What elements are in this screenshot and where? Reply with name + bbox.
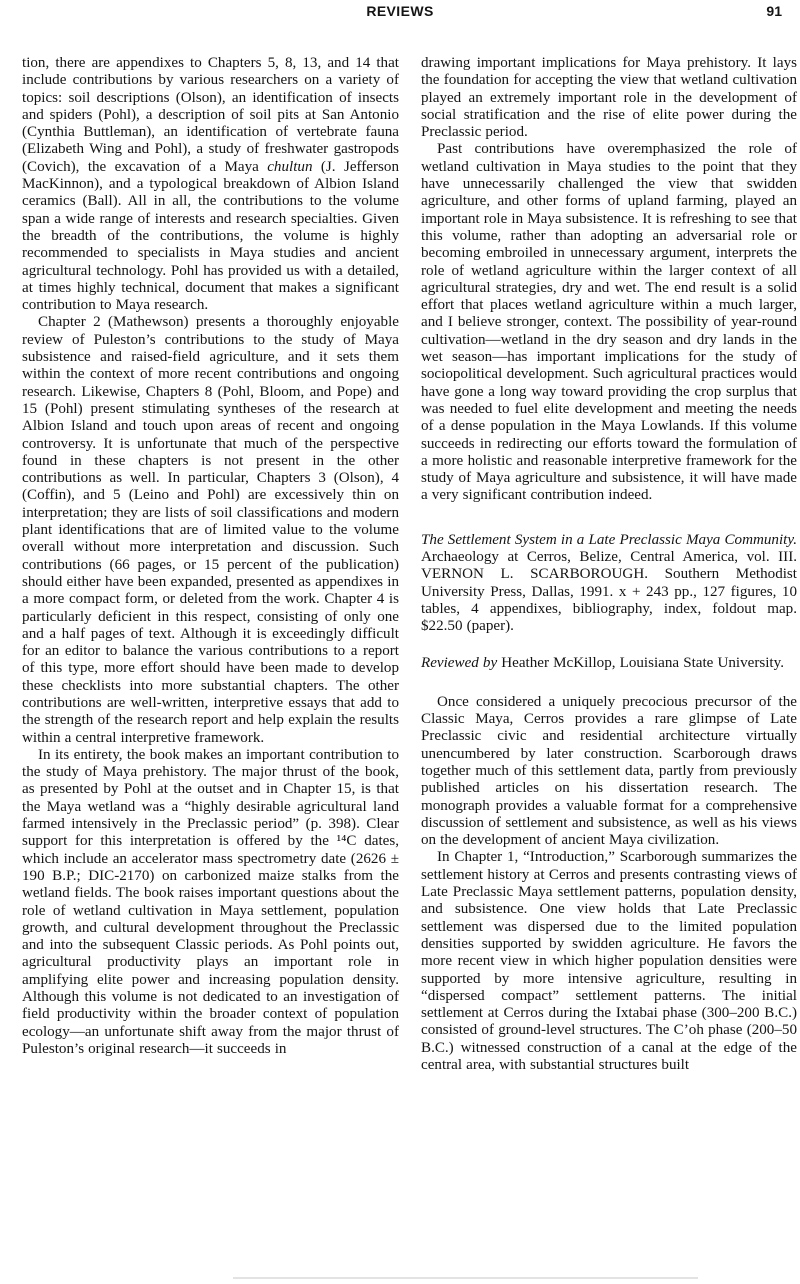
- text-run: In Chapter 1, “Introduction,” Scarborough summarizes the settlement history at Cerros and presents contrasting views of Late Preclassic Maya settlement patterns, population density, and subsistence. One view holds that Late Preclassic settlement was dispersed due to the limited population densities supported by swidden agriculture. He favors the more recent view in which higher population densities were supported by more intensive agriculture, resulting in “dispersed compact” settlement patterns. The initial settlement at Cerros during the Ixtabai phase (300–200 B.C.) consisted of ground-level structures. The C’oh phase (200–50 B.C.) witnessed construction of a canal at the edge of the central area, with substantial structures built: [421, 849, 797, 1074]
- body-paragraph: [421, 141, 797, 504]
- text-run: Archaeology at Cerros, Belize, Central America, vol. III. VERNON L. SCARBOROUGH. Southern Methodist University Press, Dallas, 1991. x + 243 pp., 127 figures, 10 tables, 4 appendixes, bibliography, index, foldout map. $22.50 (paper).: [421, 549, 797, 635]
- text-run: Once considered a uniquely precocious precursor of the Classic Maya, Cerros provides a rare glimpse of Late Preclassic civic and residential architecture virtually unencumbered by later construction. Scarborough draws together much of this settlement data, partly from previously published articles on his dissertation research. The monograph provides a valuable format for a comprehensive discussion of settlement and subsistence, as well as his views on the development of ancient Maya civilization.: [421, 693, 797, 849]
- text-run: In its entirety, the book makes an important contribution to the study of Maya prehistory. The major thrust of the book, as presented by Pohl at the outset and in Chapter 15, is that the Maya wetland was a “highly desirable agricultural land farmed intensively in the Preclassic period” (p. 398). Clear support for this interpretation is offered by the ¹⁴C dates, which include an accelerator mass spectrometry date (2626 ± 190 B.P.; DIC-2170) on carbonized maize stalks from the wetland fields. The book raises important questions about the role of wetland cultivation in Maya settlement, population growth, and cultural development throughout the Preclassic and into the subsequent Classic periods. As Pohl points out, agricultural productivity plays an important role in amplifying elite power and increasing population density. Although this volume is not dedicated to an investigation of field productivity within the broader context of population ecology—an unfortunate shift away from the major thrust of Puleston’s original research—it succeeds in: [22, 746, 399, 1057]
- body-paragraph: [22, 314, 399, 746]
- text-run: drawing important implications for Maya prehistory. It lays the foundation for accepting the view that wetland cultivation played an extremely important role in the development of social stratification and the rise of elite power during the Preclassic period.: [421, 55, 797, 141]
- left-column: [22, 55, 399, 1058]
- italic-text-run: Reviewed by: [421, 654, 498, 671]
- right-column: [421, 55, 797, 1074]
- body-paragraph: [22, 747, 399, 1058]
- body-paragraph: [421, 849, 797, 1074]
- italic-text-run: The Settlement System in a Late Preclassic Maya Community.: [421, 531, 797, 548]
- scan-artifact-line: [233, 1277, 698, 1279]
- text-run: tion, there are appendixes to Chapters 5, 8, 13, and 14 that include contributions by various researchers on a variety of topics: soil descriptions (Olson), an identification of insects and spiders (Pohl), a description of soil pits at San Antonio (Cynthia Buttleman), an identification of vertebrate fauna (Elizabeth Wing and Pohl), a study of freshwater gastropods (Covich), the excavation of a Maya: [22, 55, 399, 175]
- text-run: Chapter 2 (Mathewson) presents a thoroughly enjoyable review of Puleston’s contributions to the study of Maya subsistence and raised-field agriculture, and it sets them within the context of more recent contributions and ongoing research. Likewise, Chapters 8 (Pohl, Bloom, and Pope) and 15 (Pohl) present stimulating syntheses of the research at Albion Island and touch upon areas of recent and ongoing controversy. It is unfortunate that much of the perspective found in these chapters is not present in the other contributions as well. In particular, Chapters 3 (Olson), 4 (Coffin), and 5 (Leino and Pohl) are excessively thin on interpretation; they are lists of soil classifications and modern plant identifications that are of limited value to the volume overall without more interpretation and discussion. Such contributions (66 pages, or 15 percent of the publication) should either have been expanded, presented as appendixes in a more compact form, or deleted from the work. Chapter 4 is particularly deficient in this respect, consisting of only one and a half pages of text. Although it is exceedingly difficult for an editor to balance the various contributions to a report of this type, more effort should have been made to develop these checklists into more substantial chapters. The other contributions are well-written, interpretive essays that add to the strength of the research report and help explain the results within a central interpretive framework.: [22, 314, 399, 746]
- book-citation: [421, 532, 797, 636]
- running-head-title: REVIEWS: [366, 3, 434, 19]
- page-number: 91: [766, 3, 782, 19]
- body-paragraph: [421, 694, 797, 850]
- text-run: Past contributions have overemphasized the role of wetland cultivation in Maya studies to the point that they have unnecessarily challenged the view that swidden agriculture, and other forms of upland farming, played an important role in Maya subsistence. It is refreshing to see that this volume, rather than adopting an adversarial role or becoming embroiled in unnecessary argument, interprets the role of wetland agriculture within the larger context of all agricultural strategies, dry and wet. The end result is a solid effort that places wetland agriculture within a much larger, and I believe stronger, context. The possibility of year-round cultivation—wetland in the dry season and dry lands in the wet season—has important implications for the study of sociopolitical development. Such agricultural practices would have gone a long way toward providing the crop surplus that was needed to fuel elite development and meeting the needs of a dense population in the Maya Lowlands. If this volume succeeds in redirecting our efforts toward the formulation of a more holistic and reasonable interpretive framework for the study of Maya agriculture and subsistence, it will have made a very significant contribution indeed.: [421, 141, 797, 504]
- text-run: (J. Jefferson MacKinnon), and a typological breakdown of Albion Island ceramics (Ball). All in all, the contributions to the volume span a wide range of interests and research specialties. Given the breadth of the contributions, the volume is highly recommended to specialists in Maya studies and ancient agricultural technology. Pohl has provided us with a detailed, at times highly technical, document that makes a significant contribution to Maya research.: [22, 158, 399, 314]
- italic-text-run: chultun: [267, 158, 313, 175]
- text-run: Heather McKillop, Louisiana State University.: [497, 654, 784, 671]
- body-paragraph: [421, 55, 797, 141]
- body-paragraph: [22, 55, 399, 314]
- reviewer-byline: [421, 655, 797, 672]
